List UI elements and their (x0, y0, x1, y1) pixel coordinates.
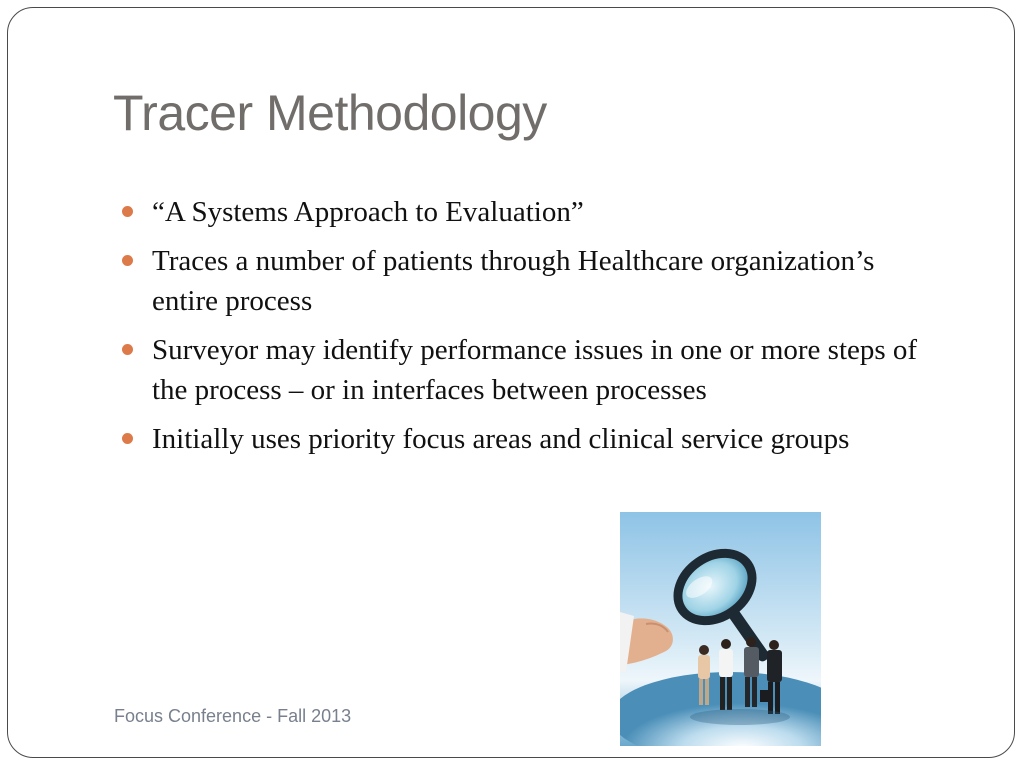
bullet-text: Surveyor may identify performance issues in one or more steps of the process – or in interfaces between processes (152, 334, 918, 406)
bullet-icon (122, 206, 133, 217)
bullet-list (122, 192, 942, 468)
bullet-text: Initially uses priority focus areas and clinical service groups (152, 423, 850, 455)
magnifying-glass-icon (620, 512, 821, 746)
bullet-item (122, 241, 942, 321)
bullet-item (122, 419, 942, 459)
bullet-item (122, 330, 942, 410)
bullet-text: Traces a number of patients through Healthcare organization’s entire process (152, 245, 875, 317)
bullet-icon (122, 255, 133, 266)
bullet-item (122, 192, 942, 232)
bullet-text: “A Systems Approach to Evaluation” (152, 196, 584, 228)
bullet-icon (122, 344, 133, 355)
bullet-icon (122, 433, 133, 444)
slide-title: Tracer Methodology (113, 85, 547, 141)
magnifying-glass-people-image (620, 512, 821, 746)
slide-footer: Focus Conference - Fall 2013 (114, 706, 352, 726)
